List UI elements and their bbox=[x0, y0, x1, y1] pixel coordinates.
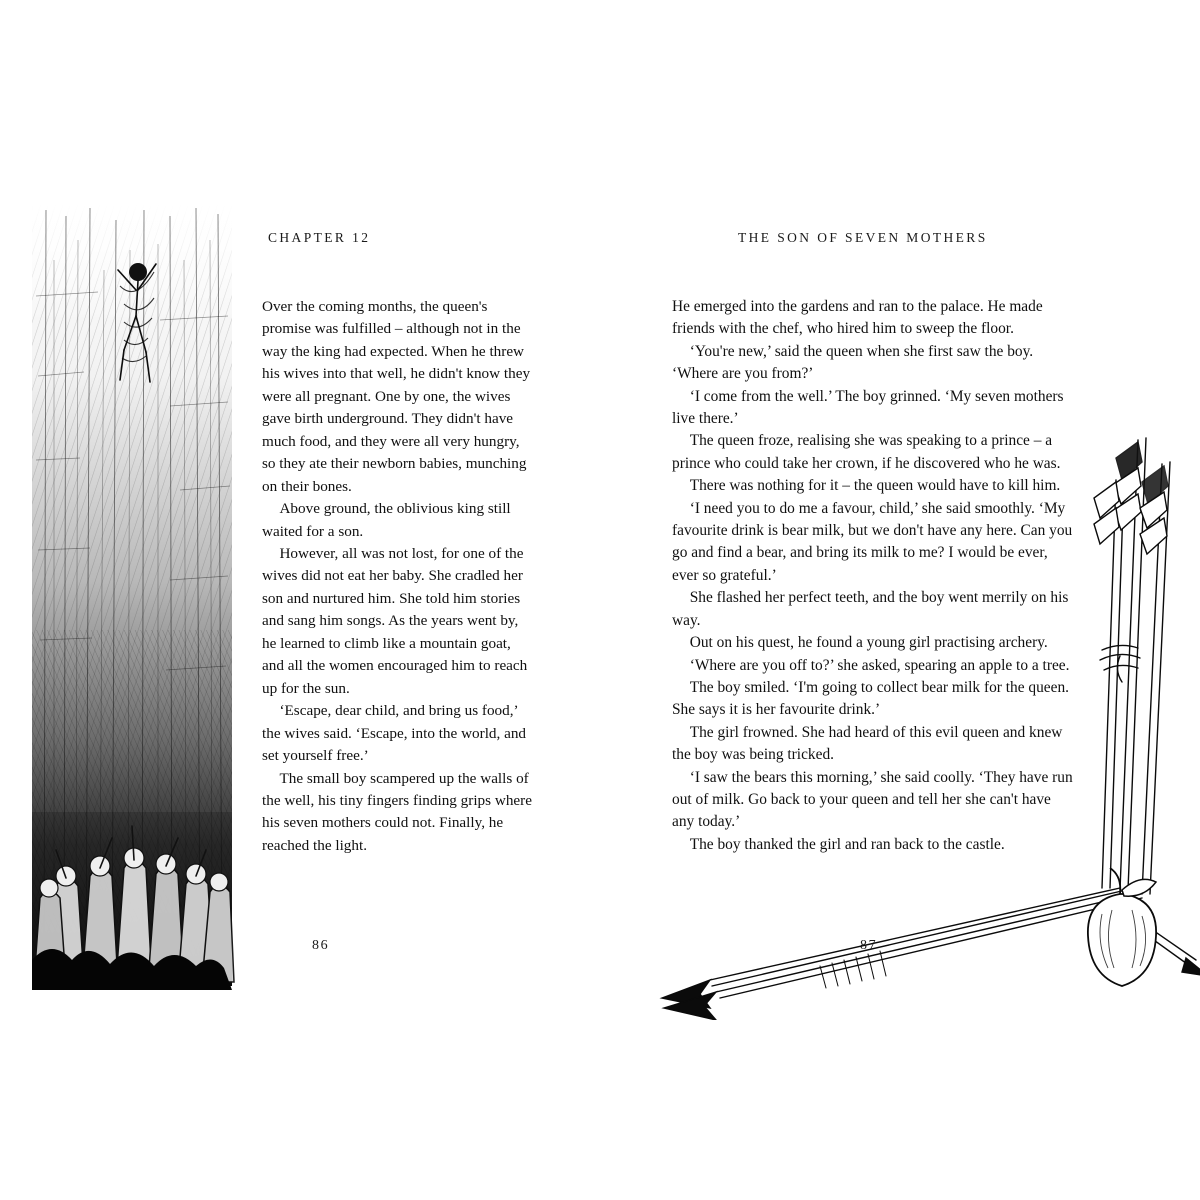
paragraph: ‘Where are you off to?’ she asked, spearing an apple to a tree. bbox=[689, 656, 1070, 674]
page-number-right: 87 bbox=[860, 938, 878, 953]
paragraph: There was nothing for it – the queen would have to kill him. bbox=[689, 477, 1061, 495]
paragraph: Over the coming months, the queen's promise was fulfilled – although not in the way the king had expected. When he threw his wives into that well, he didn't know they were all pregnant. One by one, the wives gave birth underground. They didn't have much food, and they were all very hungry, so they ate their newborn babies, munching on their bones. bbox=[262, 298, 531, 495]
paragraph: She flashed her perfect teeth, and the boy went merrily on his way. bbox=[672, 589, 1069, 629]
paragraph: However, all was not lost, for one of the wives did not eat her baby. She cradled her son and nurtured him. She told him stories and sang him songs. As the years went by, he learned to climb like a mountain goat, and all the women encouraged him to reach up for the sun. bbox=[262, 544, 528, 697]
paragraph: Above ground, the oblivious king still waited for a son. bbox=[262, 500, 511, 540]
left-page-text-column bbox=[262, 296, 534, 857]
paragraph: He emerged into the gardens and ran to the palace. He made friends with the chef, who hired him to sweep the floor. bbox=[672, 298, 1043, 338]
paragraph: ‘You're new,’ said the queen when she first saw the boy. ‘Where are you from?’ bbox=[672, 342, 1034, 383]
page-number-left: 86 bbox=[312, 938, 330, 953]
paragraph: The small boy scampered up the walls of the well, his tiny fingers finding grips where his seven mothers could not. Finally, he reached the light. bbox=[262, 769, 532, 854]
paragraph: ‘I come from the well.’ The boy grinned. ‘My seven mothers live there.’ bbox=[672, 387, 1064, 428]
paragraph: The boy thanked the girl and ran back to the castle. bbox=[689, 835, 1005, 853]
running-head-right: THE SON OF SEVEN MOTHERS bbox=[738, 230, 988, 245]
paragraph: ‘I need you to do me a favour, child,’ she said smoothly. ‘My favourite drink is bear milk, but we don't have any here. Can you go and find a bear, and bring its milk to me? I would be ever, ever so grateful.’ bbox=[672, 499, 1073, 584]
paragraph: The boy smiled. ‘I'm going to collect bear milk for the queen. She says it is her favourite drink.’ bbox=[672, 678, 1070, 719]
paragraph: The girl frowned. She had heard of this evil queen and knew the boy was being tricked. bbox=[672, 723, 1063, 764]
paragraph: ‘I saw the bears this morning,’ she said coolly. ‘They have run out of milk. Go back to your queen and tell her she can't have any today.’ bbox=[672, 768, 1073, 831]
paragraph: The queen froze, realising she was speaking to a prince – a prince who could take her crown, if he discovered who he was. bbox=[672, 432, 1061, 472]
running-head-left: CHAPTER 12 bbox=[268, 230, 371, 245]
arrows-through-apple-illustration bbox=[650, 420, 1200, 1020]
paragraph: Out on his quest, he found a young girl practising archery. bbox=[689, 634, 1048, 652]
well-with-seven-mothers-illustration bbox=[20, 200, 244, 990]
paragraph: ‘Escape, dear child, and bring us food,’ the wives said. ‘Escape, into the world, and set yourself free.’ bbox=[262, 702, 527, 765]
